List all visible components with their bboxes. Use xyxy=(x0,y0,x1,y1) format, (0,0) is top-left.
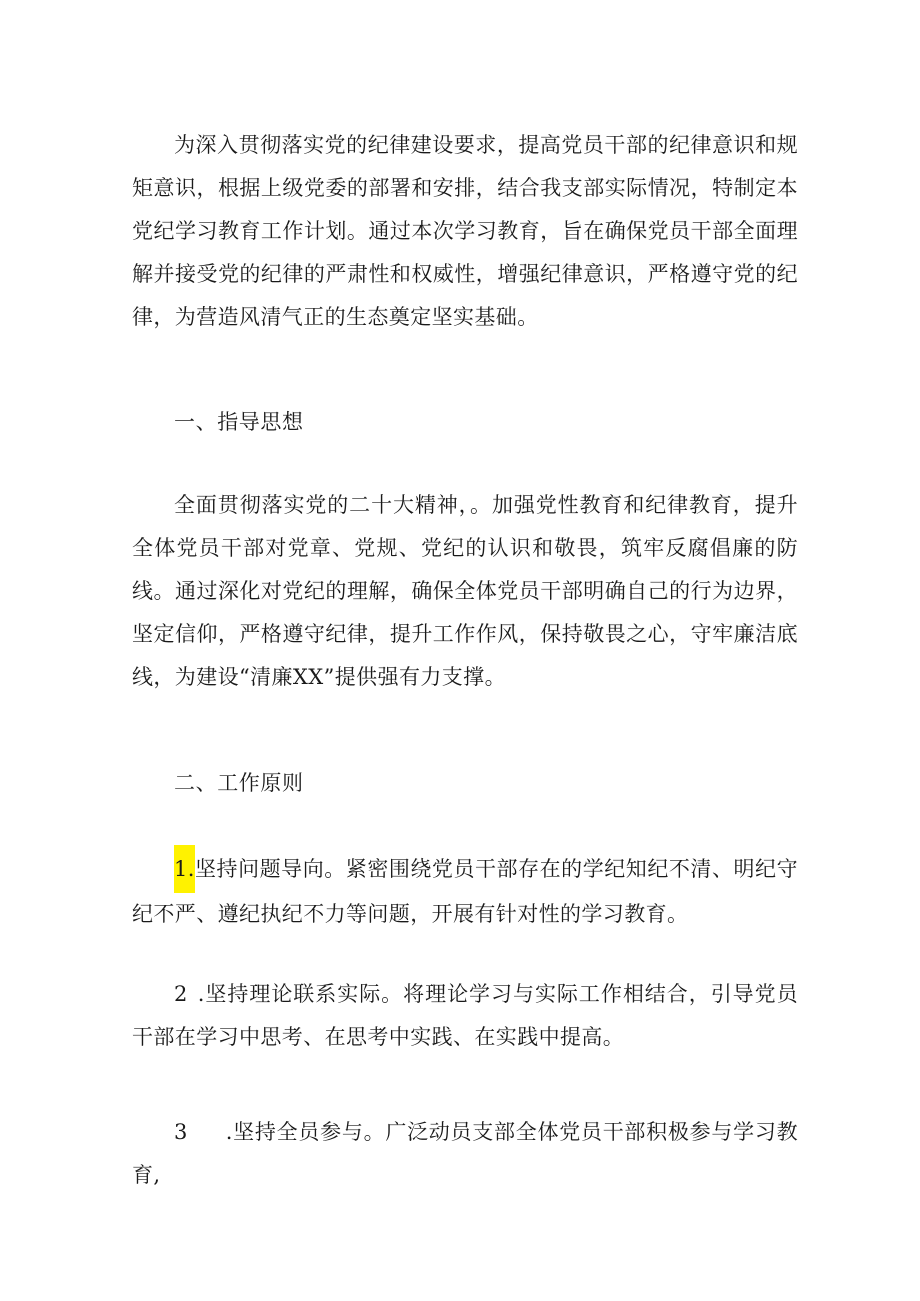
item-3-number: 3 xyxy=(174,1120,188,1144)
section-2-heading: 二、工作原则 xyxy=(174,771,304,795)
section-1-heading: 一、指导思想 xyxy=(174,410,304,434)
principle-item-2 xyxy=(132,973,798,1059)
section-1-body: 全面贯彻落实党的二十大精神，。加强党性教育和纪律教育，提升全体党员干部对党章、党规、党纪的认识和敬畏，筑牢反腐倡廉的防线。通过深化对党纪的理解，确保全体党员干部明确自己的行为边界，坚定信仰，严格遵守纪律，提升工作作风，保持敬畏之心，守牢廉洁底线，为建设“清廉XX”提供强有力支撑。 xyxy=(132,493,798,689)
principle-item-3 xyxy=(132,1111,798,1197)
item-2-text: .坚持理论联系实际。将理论学习与实际工作相结合，引导党员干部在学习中思考、在思考中实践、在实践中提高。 xyxy=(132,982,798,1049)
principle-item-1 xyxy=(132,845,798,936)
intro-paragraph: 为深入贯彻落实党的纪律建设要求，提高党员干部的纪律意识和规矩意识，根据上级党委的部署和安排，结合我支部实际情况，特制定本党纪学习教育工作计划。通过本次学习教育，旨在确保党员干部全面理解并接受党的纪律的严肃性和权威性，增强纪律意识，严格遵守党的纪律，为营造风清气正的生态奠定坚实基础。 xyxy=(132,133,798,329)
item-1-number-highlighted: 1. xyxy=(174,845,195,893)
item-2-number: 2 xyxy=(174,982,188,1006)
item-3-text: .坚持全员参与。广泛动员支部全体党员干部积极参与学习教育, xyxy=(132,1120,798,1187)
item-1-text: 坚持问题导向。紧密围绕党员干部存在的学纪知纪不清、明纪守纪不严、遵纪执纪不力等问题，开展有针对性的学习教育。 xyxy=(132,857,798,926)
